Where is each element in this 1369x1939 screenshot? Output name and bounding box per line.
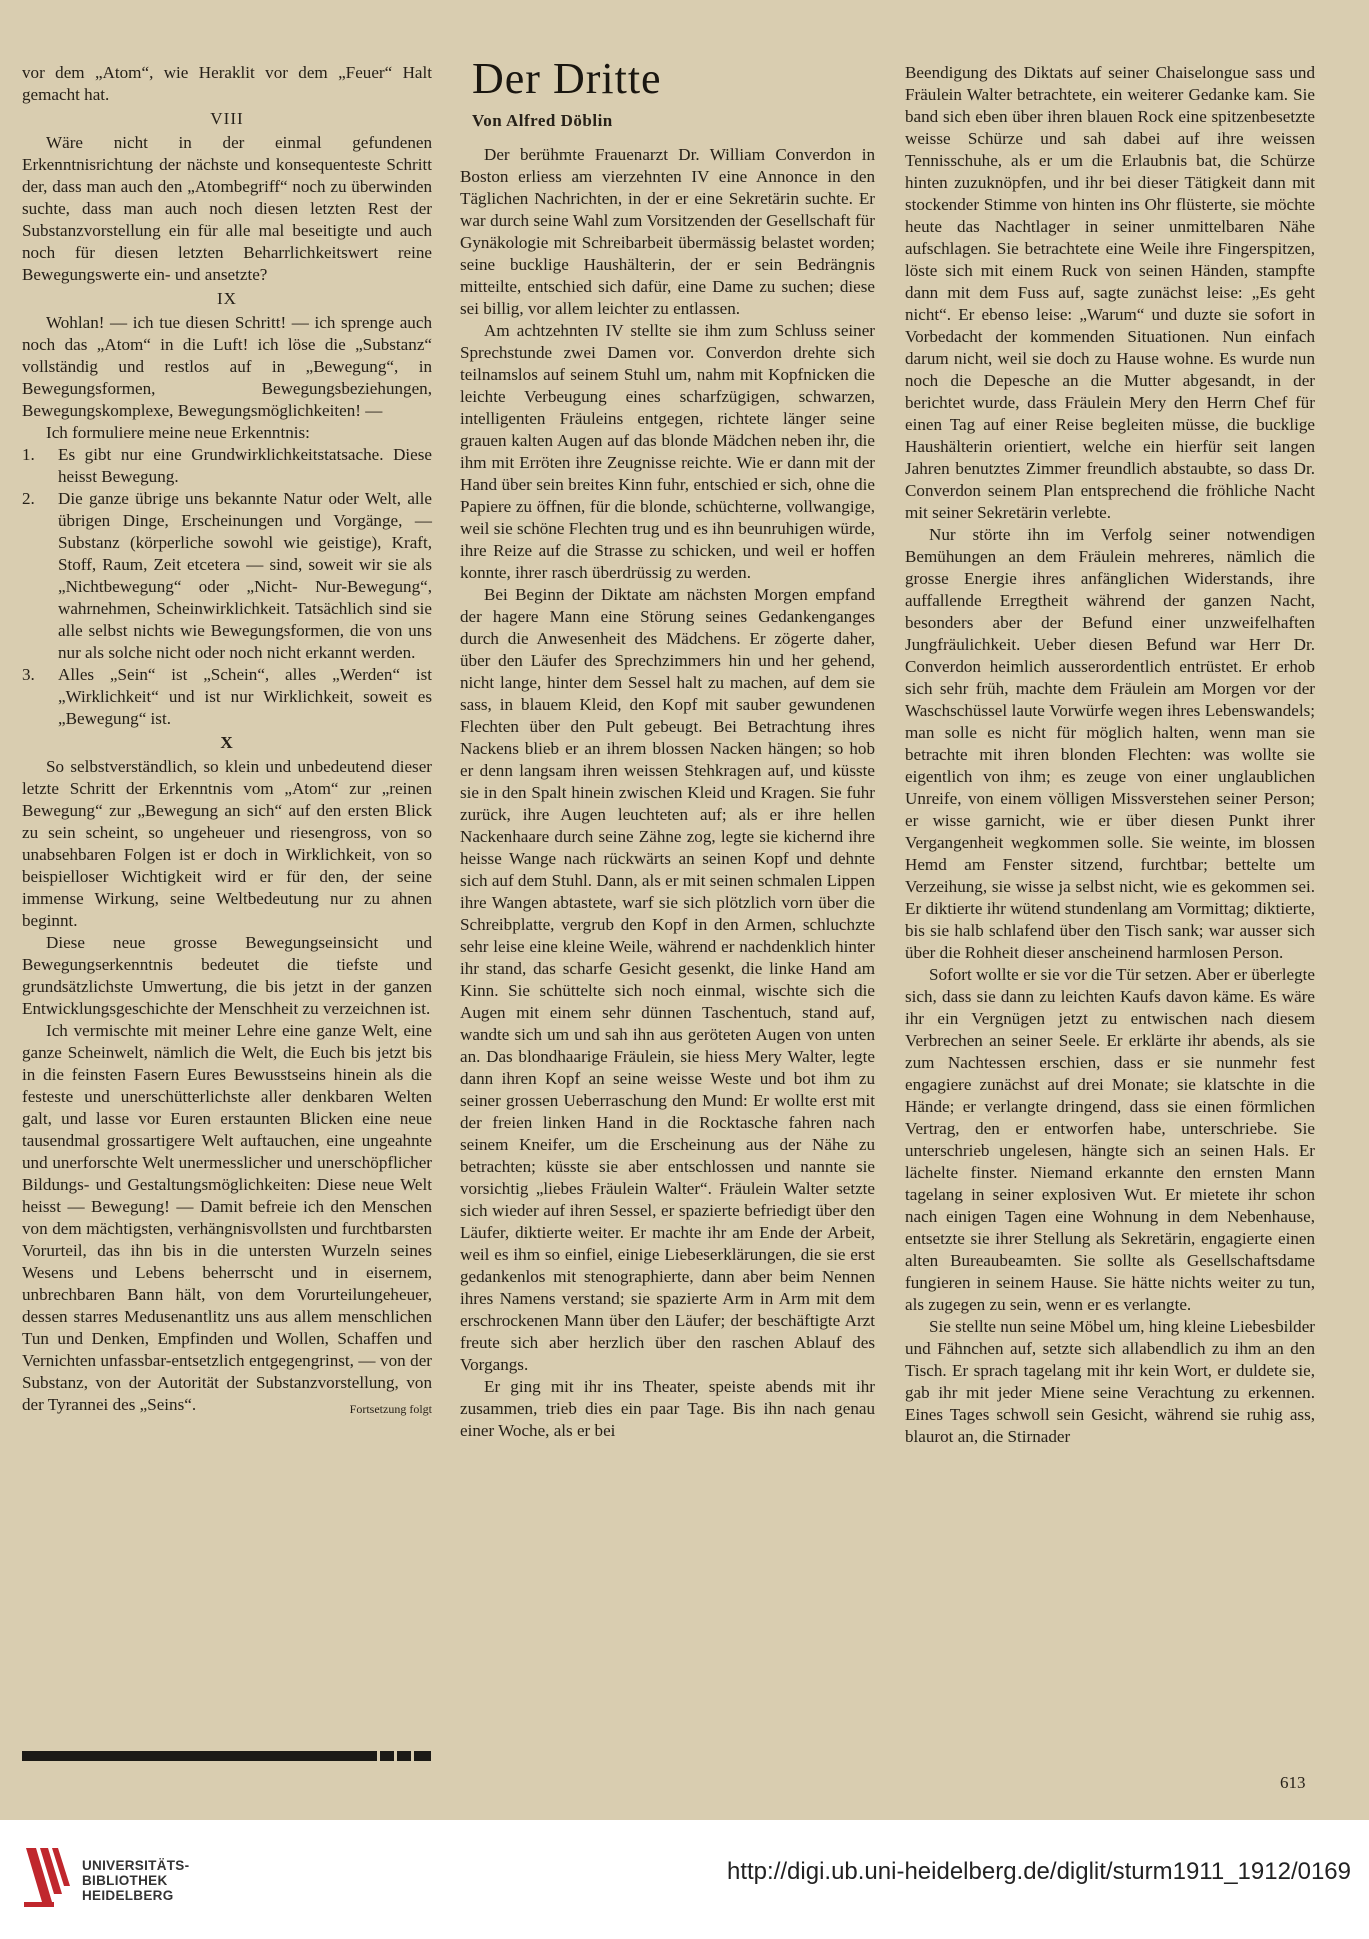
rule-segment [22, 1751, 377, 1761]
story-paragraph: Beendigung des Diktats auf seiner Chaiselongue sass und Fräulein Walter betrachtete, ein weiterer Gedanke kam. Sie band sich eben über ihren blauen Rock eine spitzenbesetzte weisse Schürze und sah dabei auf ihre weissen Tennisschuhe, als er um die Erlaubnis bat, die Schürze hinten zuzuknöpfen, und ihr bei dieser Tätigkeit dann mit stockender Stimme von hinten ins Ohr flüsterte, sie möchte heute das Nachtlager in seiner unmittelbaren Nähe aufschlagen. Sie betrachtete eine Weile ihre Fingerspitzen, löste sich mit einem Ruck von seinen Händen, stampfte dann mit dem Fuss auf, sagte zunächst leise: „Es geht nicht“. Er ebenso leise: „Warum“ und duzte sie sofort in Vorbedacht der kommenden Situationen. Nun einfach darum nicht, weil sie doch zu Hause wohne. Es wurde nun noch die Depesche an die Mutter abgesandt, in der berichtet wurde, dass Fräulein Mery den Herrn Chef für einen Tag auf einer Reise begleiten müsse, die bucklige Haushälterin orientiert, welche ein hierfür seit langen Jahren benutztes Zimmer freundlich abstaubte, so dass Dr. Converdon seinem Plan entsprechend die fröhliche Nacht mit seiner Sekretärin verlebte. [905, 63, 1315, 522]
list-item [22, 488, 432, 664]
rule-segment [380, 1751, 394, 1761]
story-byline: Von Alfred Döblin [472, 111, 613, 130]
university-library-logo-icon [22, 1842, 74, 1908]
rule-segment [414, 1751, 431, 1761]
list-item-number: 1. [22, 445, 35, 464]
list-item-text: Die ganze übrige uns bekannte Natur oder Welt, alle übrigen Dinge, Erscheinungen und Vorgänge, — Substanz (körperliche sowohl wie geistige), Kraft, Stoff, Raum, Zeit etcetera — sind, soweit wir sie als „Nichtbewegung“ oder „Nicht- Nur-Bewegung“, wahrnehmen, Scheinwirklichkeit. Tatsächlich sind sie alle selbst nichts wie Bewegungsformen, die von uns nur als solche nicht oder noch nicht erkannt werden. [58, 489, 432, 662]
story-column-continued [905, 62, 1315, 1448]
list-item-text: Es gibt nur eine Grundwirklichkeitstatsache. Diese heisst Bewegung. [58, 445, 432, 486]
section-heading-ix: IX [216, 289, 238, 308]
section-x-paragraph: So selbstverständlich, so klein und unbedeutend dieser letzte Schritt der Erkenntnis vom „Atom“ zur „reinen Bewegung“ zur „Bewegung an sich“ auf den ersten Blick zu sein scheint, so ungeheuer und riesengross, von so unabsehbaren Folgen ist er doch in Wirklichkeit, von so beispielloser Wichtigkeit wird er für den, der seine immense Wirkung, seine Weltbedeutung nur zu ahnen beginnt. [22, 757, 432, 930]
source-url-link[interactable]: http://digi.ub.uni-heidelberg.de/diglit/sturm1911_1912/0169 [727, 1858, 1351, 1885]
list-item [22, 444, 432, 488]
story-paragraph: Bei Beginn der Diktate am nächsten Morgen empfand der hagere Mann eine Störung seines Gedankenganges durch die Anwesenheit des Mädchens. Er zögerte daher, über den Läufer des Sprechzimmers hin und her gehend, nicht lange, hinter dem Sessel halt zu machen, auf dem sie sass, in blauem Kleid, den Kopf mit sauber gewundenen Flechten über den Pult gebeugt. Bei Betrachtung ihres Nackens blieb er an ihrem blossen Nacken hängen; so hob er denn langsam ihren weissen Stehkragen auf, und küsste sie in den Spalt hinein zwischen Kleid und Kragen. Sie fuhr zurück, ihre Augen leuchteten auf; als er ihre hellen Nackenhaare durch seine Zähne zog, legte sie kichernd ihre heisse Wange nach rückwärts an seinen Kopf und dehnte sich auf dem Stuhl. Dann, als er mit seinen schmalen Lippen ihre Wangen abtastete, warf sie sich plötzlich vorn über die Schreibplatte, vergrub den Kopf in den Armen, schluchzte sehr leise eine kleine Weile, während er nachdenklich hinter ihr stand, das scharfe Gesicht gesenkt, die linke Hand am Kinn. Sie schüttelte sich noch einmal, wischte sich die Augen mit einem sehr dünnen Taschentuch, stand auf, wandte sich um und sah ihn aus geröteten Augen von unten an. Das blondhaarige Fräulein, sie hiess Mery Walter, legte dann ihren Kopf an seine weisse Weste und bot ihm zu seiner grossen Ueberraschung den Mund: Er wollte erst mit der freien linken Hand in die Rocktasche fahren nach seinem Kneifer, um die Erscheinung aus der Nähe zu betrachten; küsste sie aber entschlossen und nannte sie vorsichtig „liebes Fräulein Walter“. Fräulein Walter setzte sich wieder auf ihren Sessel, er spazierte befriedigt über den Läufer, diktierte weiter. Er machte ihr am Ende der Arbeit, weil es ihm so einfiel, einige Liebeserklärungen, die sie erst gedankenlos mit stenographierte, dann aber beim Nennen ihres Namens verstand; sie spazierte Arm in Arm mit dem erschrockenen Mann über den Läufer; der beschäftigte Arzt freute sich aber herzlich über den raschen Ablauf des Vorgangs. [460, 585, 875, 1374]
list-item-number: 2. [22, 489, 35, 508]
rule-segment [397, 1751, 411, 1761]
story-paragraph: Der berühmte Frauenarzt Dr. William Converdon in Boston erliess am vierzehnten IV eine Annonce in den Täglichen Nachrichten, in der er eine Sekretärin suchte. Er war durch seine Wahl zum Vorsitzenden der Gesellschaft für Gynäkologie mit Schreibarbeit übermässig belastet worden; seine bucklige Haushälterin, der er sein Bedrängnis mitteilte, entschied sich dafür, eine Dame zu suchen; diese sei billig, vor allem leichter zu entlassen. [460, 145, 875, 318]
section-ix-list-intro: Ich formuliere meine neue Erkenntnis: [46, 423, 310, 442]
story-paragraph: Am achtzehnten IV stellte sie ihm zum Schluss seiner Sprechstunde zwei Damen vor. Converdon drehte sich teilnamslos auf seinem Stuhl um, nahm mit Kopfnicken die leichte Verbeugung eines scharfzügigen, schwarzen, intelligenten Fräuleins entgegen, richtete länger seine grauen kalten Augen auf das blonde Mädchen neben ihr, die ihm mit Erröten ihre Zeugnisse reichte. Wie er dann mit der Hand über sein breites Kinn fuhr, entschied er sich, ohne die Papiere zu öffnen, für die blonde, schüchterne, vollwangige, weil sie schöne Flechten trug und es ihn beunruhigen würde, ihre Reize auf die Strasse zu schicken, und weil er hoffen konnte, ihrer rasch überdrüssig zu werden. [460, 321, 875, 582]
continued-note: Fortsetzung folgt [349, 1402, 432, 1416]
story-title: Der Dritte [472, 54, 662, 103]
section-heading-x: X [220, 733, 234, 752]
decorative-rule [22, 1751, 432, 1761]
findings-list [22, 444, 432, 730]
section-x-paragraph: Diese neue grosse Bewegungseinsicht und Bewegungserkenntnis bedeutet die tiefste und grundsätzlichste Umwertung, die bis jetzt in der ganzen Entwicklungsgeschichte der Menschheit zu verzeichnen ist. [22, 933, 432, 1018]
institution-name [82, 1858, 189, 1903]
section-heading-viii: VIII [210, 109, 244, 128]
section-viii-paragraph: Wäre nicht in der einmal gefundenen Erkenntnisrichtung der nächste und konsequenteste Schritt der, dass man auch den „Atombegriff“ noch zu überwinden suchte, dass man auch noch diesen letzten Rest der Substanzvorstellung ein für alle mal beseitigte und auch noch für diesen letzten Beharrlichkeitswert reine Bewegungswerte ein- und ansetzte? [22, 133, 432, 284]
section-ix-paragraph: Wohlan! — ich tue diesen Schritt! — ich sprenge auch noch das „Atom“ in die Luft! ich löse die „Substanz“ vollständig und restlos auf in „Bewegung“, in Bewegungsformen, Bewegungsbeziehungen, Bewegungskomplexe, Bewegungsmöglichkeiten! — [22, 313, 432, 420]
story-paragraph: Sofort wollte er sie vor die Tür setzen. Aber er überlegte sich, dass sie dann zu leichten Kaufs davon käme. Es wäre ihr ein Vergnügen jetzt zu entwischen nach diesem Verbrechen an seiner Seele. Er erklärte ihr abends, als sie zum Nachtessen erschien, dass er sie nunmehr fest engagiere zunächst auf drei Monate; sie klatschte in die Hände; er verlangte dringend, dass sie einen förmlichen Vertrag, den er entworfen habe, unterschriebe. Sie unterschrieb ungelesen, hängte sich an seinen Hals. Er lächelte finster. Niemand erkannte den ernsten Mann tagelang in seiner explosiven Wut. Er mietete ihr schon nach einigen Tagen eine Wohnung in dem Nebenhause, entsetzte sie ihrer Stellung als Sekretärin, engagierte einen alten Bureaubeamten. Sie sollte als Gesellschaftsdame fungieren in seinem Hause. Sie hätte nichts weiter zu tun, als zugegen zu sein, wenn er es verlangte. [905, 965, 1315, 1314]
page-number: 613 [1280, 1773, 1306, 1792]
story-paragraph: Nur störte ihn im Verfolg seiner notwendigen Bemühungen an dem Fräulein mehreres, nämlich die grosse Energie ihres anfänglichen Widerstands, ihre auffallende Erregtheit während der ganzen Nacht, besonders aber der Befund einer unzweifelhaften Jungfräulichkeit. Ueber diesen Befund war Herr Dr. Converdon heimlich ausserordentlich entrüstet. Er erhob sich sehr früh, machte dem Fräulein am Morgen vor der Waschschüssel laute Vorwürfe wegen ihres Lebenswandels; man solle es nicht für möglich halten, wenn man sie betrachte mit ihren blonden Flechten: was wollte sie eigentlich von ihm; es zeuge von einer unglaublichen Unreife, von einem völligen Missverstehen seiner Person; er wisse garnicht, wie er über diesen Punkt ihrer Vergangenheit wegkommen solle. Sie weinte, im blossen Hemd am Fenster sitzend, furchtbar; bettelte um Verzeihung, sie wisse ja selbst nicht, wie es gekommen sei. Er diktierte ihr wütend stundenlang am Vormittag; diktierte, bis sie halb schlafend über den Tisch sank; war ausser sich über die Rohheit dieser anscheinend harmlosen Person. [905, 525, 1315, 962]
digitization-footer [0, 1820, 1369, 1939]
section-x-paragraph: Ich vermischte mit meiner Lehre eine ganze Welt, eine ganze Scheinwelt, nämlich die Welt, die Euch bis jetzt bis in die feinsten Fasern Eures Bewusstseins hinein als die festeste und unerschütterlichste aller denkbaren Welten galt, und lasse vor Euren erstaunten Blicken eine neue tausendmal grossartigere Welt auftauchen, eine ungeahnte und unerforschte Welt unermesslicher und unerschöpflicher Bildungs- und Gestaltungsmöglichkeiten: Diese neue Welt heisst — Bewegung! — Damit befreie ich den Menschen von dem mächtigsten, verhängnisvollsten und furchtbarsten Vorurteil, das ihn bis in die untersten Wurzeln seines Wesens und Lebens beherrscht und in eisernem, unbrechbaren Bann hält, von dem Vorurteilungeheuer, dessen starres Medusenantlitz uns aus allem menschlichen Tun und Denken, Empfinden und Wollen, Schaffen und Vernichten unfassbar-entsetzlich entgegengrinst, — von der Substanz, von der Autorität der Substanzvorstellung, von der Tyrannei des „Seins“. [22, 1021, 432, 1414]
institution-line: BIBLIOTHEK [82, 1873, 168, 1888]
list-item-number: 3. [22, 665, 35, 684]
list-item [22, 664, 432, 730]
story-paragraph: Sie stellte nun seine Möbel um, hing kleine Liebesbilder und Fähnchen auf, setzte sich allabendlich zu ihm an den Tisch. Er sprach tagelang mit ihr kein Wort, er duldete sie, gab ihr mit jeder Miene seine Verachtung zu erkennen. Eines Tages schwoll sein Gesicht, während sie ruhig ass, blaurot an, die Stirnader [905, 1317, 1315, 1446]
institution-line: HEIDELBERG [82, 1888, 174, 1903]
left-column [22, 62, 432, 1420]
story-column [460, 54, 875, 1442]
institution-line: UNIVERSITÄTS- [82, 1858, 190, 1873]
list-item-text: Alles „Sein“ ist „Schein“, alles „Werden“ ist „Wirklichkeit“ und ist nur Wirklichkeit, soweit es „Bewegung“ ist. [58, 665, 432, 728]
story-paragraph: Er ging mit ihr ins Theater, speiste abends mit ihr zusammen, trieb dies ein paar Tage. Bis ihn nach genau einer Woche, als er bei [460, 1377, 875, 1440]
intro-paragraph: vor dem „Atom“, wie Heraklit vor dem „Feuer“ Halt gemacht hat. [22, 63, 432, 104]
